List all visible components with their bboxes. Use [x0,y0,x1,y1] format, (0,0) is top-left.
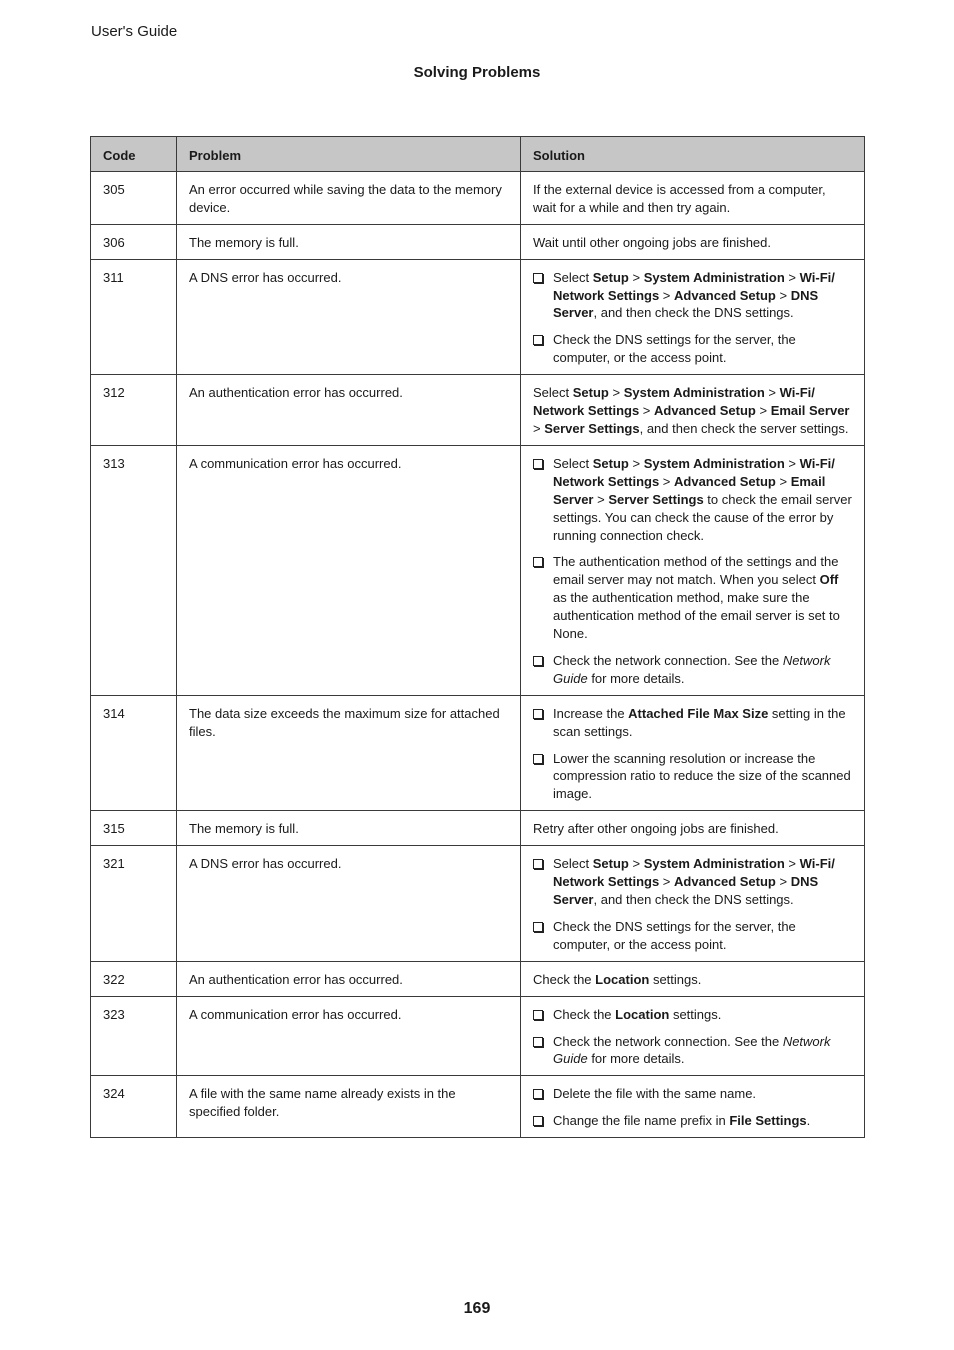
text-segment: > [784,856,800,872]
solution-text [533,820,852,838]
text-segment: Select [533,385,573,401]
text-segment: setting in the scan settings. [553,705,846,739]
solution-item [533,705,852,741]
bold-text: DNS Server [553,287,819,321]
table-row [91,259,865,375]
solution-cell [521,961,865,996]
checkbox-bullet-icon [533,754,543,764]
table-row [91,171,865,224]
bold-text: System Administration [643,269,785,285]
text-segment: Check the DNS settings for the server, the computer, or the access point. [553,918,796,952]
table-header-row [91,137,865,172]
text-segment: > [775,874,791,890]
text-segment: Check the [553,1006,616,1022]
text-segment: to check the email server settings. You can check the cause of the error by running connection check. [553,491,852,543]
table-row [91,445,865,695]
solution-item [533,1033,852,1069]
bold-text: Advanced Setup [674,287,776,303]
italic-text: Network Guide [553,1033,831,1067]
bold-text: Email Server [553,473,826,507]
section-title: Solving Problems [413,64,541,81]
checkbox-bullet-icon [533,656,543,666]
bold-text: Setup [592,455,629,471]
solution-item [533,455,852,545]
table-row [91,846,865,962]
checkbox-bullet-icon [533,459,543,469]
text-segment: > [628,856,644,872]
text-segment: Increase the [553,705,629,721]
column-header-code: Code [91,137,177,172]
solution-item [533,269,852,323]
error-code-table [90,136,865,1138]
checkbox-bullet-icon [533,557,543,567]
bold-text: System Administration [623,385,765,401]
solution-cell [521,259,865,375]
error-code-cell: 321 [91,846,177,962]
bold-text: File Settings [729,1113,807,1129]
text-segment: Check the network connection. See the [553,1033,783,1049]
bold-text: Location [595,971,650,987]
solution-cell [521,811,865,846]
solution-list [533,705,852,804]
error-code-cell: 315 [91,811,177,846]
checkbox-bullet-icon [533,1116,543,1126]
problem-cell: A DNS error has occurred. [177,846,521,962]
problem-cell: An authentication error has occurred. [177,961,521,996]
text-segment: > [659,473,675,489]
solution-list [533,855,852,954]
bold-text: Setup [572,385,609,401]
solution-item [533,855,852,909]
problem-cell: An error occurred while saving the data to the memory device. [177,171,521,224]
text-segment: > [659,287,675,303]
page-number: 169 [463,1300,491,1317]
text-segment: Select [553,269,593,285]
solution-cell [521,846,865,962]
problem-cell: A DNS error has occurred. [177,259,521,375]
problem-cell: An authentication error has occurred. [177,375,521,446]
solution-text [533,181,852,217]
solution-cell [521,1076,865,1138]
error-code-cell: 322 [91,961,177,996]
bold-text: System Administration [643,856,785,872]
bold-text: Location [615,1006,670,1022]
solution-text [533,384,852,438]
problem-cell: A file with the same name already exists in the specified folder. [177,1076,521,1138]
bold-text: Advanced Setup [674,874,776,890]
text-segment: as the authentication method, make sure the authentication method of the email server is set to None. [553,590,840,642]
bold-text: Wi-Fi/ Network Settings [553,269,835,303]
solution-item [533,331,852,367]
problem-cell: A communication error has occurred. [177,996,521,1076]
error-code-cell: 305 [91,171,177,224]
solution-item [533,553,852,643]
text-segment: The authentication method of the settings and the email server may not match. When you select [553,554,839,588]
text-segment: for more details. [587,1051,685,1067]
solution-list [533,269,852,368]
solution-cell [521,171,865,224]
solution-text [533,971,852,989]
bold-text: Wi-Fi/ Network Settings [553,455,835,489]
text-segment: > [775,473,791,489]
text-segment: > [755,403,771,419]
bold-text: Advanced Setup [674,473,776,489]
text-segment: Lower the scanning resolution or increase the compression ratio to reduce the size of the scanned image. [553,750,851,802]
error-code-cell: 314 [91,695,177,811]
column-header-solution: Solution [521,137,865,172]
text-segment: Delete the file with the same name. [553,1086,757,1102]
checkbox-bullet-icon [533,922,543,932]
solution-cell [521,224,865,259]
solution-item [533,1085,852,1103]
text-segment: Change the file name prefix in [553,1113,730,1129]
solution-list [533,1085,852,1130]
text-segment: . [806,1113,811,1129]
table-row [91,996,865,1076]
text-segment: , and then check the DNS settings. [593,892,794,907]
solution-item [533,1006,852,1024]
bold-text: DNS Server [553,874,819,907]
italic-text: Network Guide [553,652,831,686]
text-segment: Check the [533,971,596,987]
solution-cell [521,996,865,1076]
checkbox-bullet-icon [533,273,543,283]
text-segment: for more details. [587,670,685,686]
bold-text: Wi-Fi/ Network Settings [553,856,835,890]
problem-cell: A communication error has occurred. [177,445,521,695]
checkbox-bullet-icon [533,1037,543,1047]
bold-text: Attached File Max Size [628,705,769,721]
solution-cell [521,375,865,446]
solution-list [533,455,852,688]
bold-text: Advanced Setup [654,403,756,419]
table-row [91,811,865,846]
solution-cell [521,695,865,811]
bold-text: Setup [592,856,629,872]
text-segment: , and then check the DNS settings. [593,305,794,321]
bold-text: Email Server [770,403,850,419]
text-segment: , and then check the server settings. [639,420,849,436]
column-header-problem: Problem [177,137,521,172]
table-row [91,1076,865,1138]
text-segment: If the external device is accessed from a computer, wait for a while and then try again. [533,181,826,215]
checkbox-bullet-icon [533,1089,543,1099]
error-code-cell: 324 [91,1076,177,1138]
text-segment: settings. [669,1006,722,1022]
solution-item [533,750,852,804]
text-segment: > [628,455,644,471]
text-segment: > [659,874,675,890]
problem-cell: The memory is full. [177,224,521,259]
solution-item [533,1112,852,1130]
solution-item [533,652,852,688]
text-segment: > [628,269,644,285]
text-segment: Retry after other ongoing jobs are finished. [533,821,779,837]
text-segment: > [775,287,791,303]
solution-cell [521,445,865,695]
text-segment: > [593,491,609,507]
bold-text: Wi-Fi/ Network Settings [533,385,815,419]
error-code-cell: 312 [91,375,177,446]
solution-list [533,1006,852,1069]
error-code-cell: 323 [91,996,177,1076]
text-segment: > [608,385,624,401]
bold-text: Setup [592,269,629,285]
text-segment: > [533,420,545,436]
checkbox-bullet-icon [533,1010,543,1020]
checkbox-bullet-icon [533,859,543,869]
running-head: User's Guide [91,23,178,40]
text-segment: > [764,385,780,401]
bold-text: System Administration [643,455,785,471]
error-code-cell: 311 [91,259,177,375]
text-segment: Select [553,455,593,471]
table-row [91,961,865,996]
error-code-cell: 313 [91,445,177,695]
solution-text [533,234,852,252]
bold-text: Off [819,572,839,588]
text-segment: Check the network connection. See the [553,652,783,668]
problem-cell: The memory is full. [177,811,521,846]
text-segment: Check the DNS settings for the server, the computer, or the access point. [553,332,796,366]
bold-text: Server Settings [544,420,640,436]
table-row [91,224,865,259]
text-segment: Wait until other ongoing jobs are finished. [533,234,771,250]
problem-cell: The data size exceeds the maximum size for attached files. [177,695,521,811]
error-code-cell: 306 [91,224,177,259]
table-row [91,375,865,446]
text-segment: settings. [649,971,702,987]
checkbox-bullet-icon [533,335,543,345]
text-segment: Select [553,856,593,872]
text-segment: > [639,403,655,419]
table-row [91,695,865,811]
bold-text: Server Settings [608,491,704,507]
checkbox-bullet-icon [533,709,543,719]
solution-item [533,918,852,954]
text-segment: > [784,269,800,285]
text-segment: > [784,455,800,471]
